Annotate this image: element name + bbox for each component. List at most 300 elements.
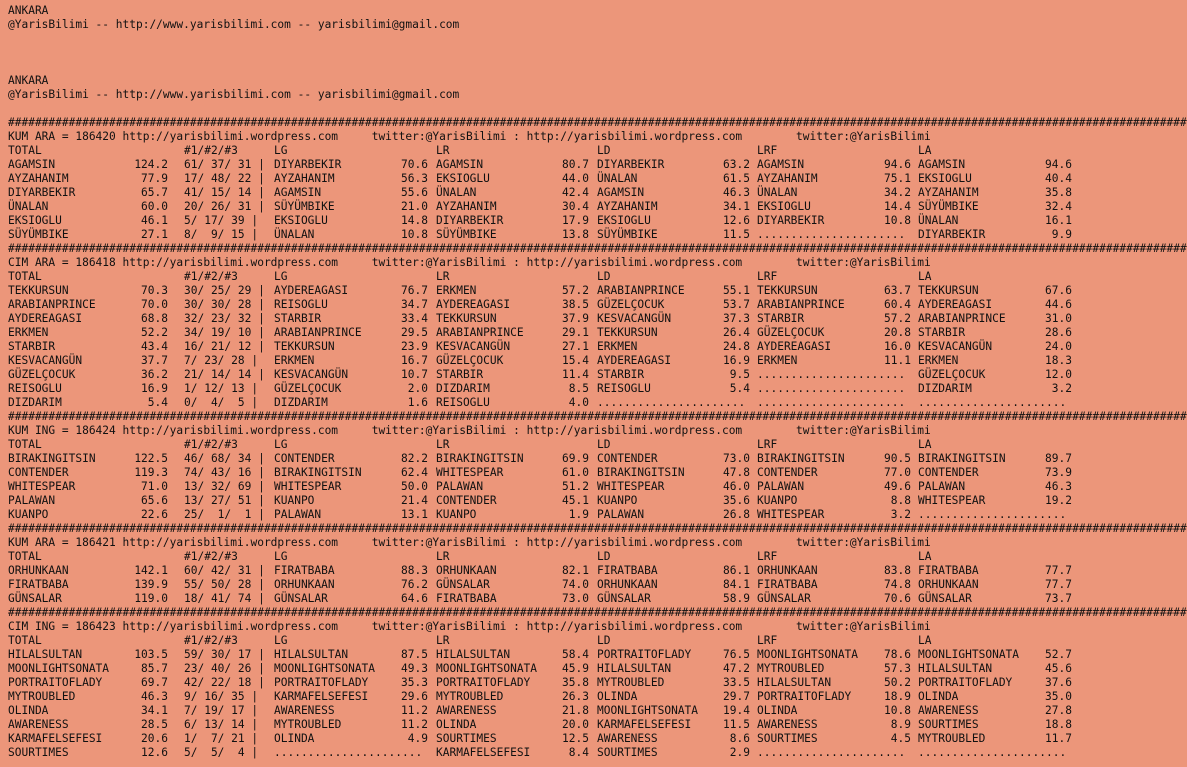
lg-value: 10.7: [401, 368, 428, 381]
total-name: ÜNALAN: [8, 200, 49, 213]
lrf-name: ORHUNKAAN: [757, 564, 818, 577]
lr-value: 57.2: [562, 284, 589, 297]
separator: ###############################################################################################################################################################################: [8, 606, 1187, 619]
lr-name: AYDEREAGASI: [436, 298, 511, 311]
table-row: [8, 452, 1080, 466]
lr-name: FIRATBABA: [436, 592, 497, 605]
ld-value: 73.0: [723, 452, 750, 465]
ld-name: GÜZELÇOCUK: [597, 298, 665, 311]
la-value: 19.2: [1045, 494, 1072, 507]
total-value: 70.0: [141, 298, 168, 311]
lg-value: 29.5: [401, 326, 428, 339]
lrf-value: 16.0: [884, 340, 911, 353]
lr-name: KARMAFELSEFESI: [436, 746, 531, 759]
lrf-name: ......................: [757, 396, 906, 409]
la-value: 77.7: [1045, 564, 1072, 577]
column-header-row: [8, 144, 1080, 158]
placings: 18/ 41/ 74 |: [184, 592, 265, 605]
ld-name: ARABIANPRINCE: [597, 284, 685, 297]
ld-name: PORTRAITOFLADY: [597, 648, 692, 661]
total-value: 43.4: [141, 340, 168, 353]
ld-value: 46.3: [723, 186, 750, 199]
total-name: STARBIR: [8, 340, 56, 353]
lrf-value: 70.6: [884, 592, 911, 605]
col-lrf: LRF: [757, 144, 778, 157]
placings: 61/ 37/ 31 |: [184, 158, 265, 171]
lr-value: 30.4: [562, 200, 589, 213]
lg-name: DIYARBEKIR: [274, 158, 342, 171]
table-row: [8, 200, 1080, 214]
total-name: PALAWAN: [8, 494, 56, 507]
total-value: 119.0: [134, 592, 168, 605]
col-lg: LG: [274, 550, 288, 563]
lr-value: 27.1: [562, 340, 589, 353]
header-city: ANKARA: [8, 4, 49, 17]
lr-value: 26.3: [562, 690, 589, 703]
ld-value: 19.4: [723, 704, 750, 717]
lg-value: 49.3: [401, 662, 428, 675]
total-value: 70.3: [141, 284, 168, 297]
lrf-value: 3.2: [890, 508, 911, 521]
spacer: [8, 60, 1080, 74]
total-value: 52.2: [141, 326, 168, 339]
header-contact: @YarisBilimi -- http://www.yarisbilimi.com -- yarisbilimi@gmail.com: [8, 88, 460, 101]
lrf-name: ......................: [757, 746, 906, 759]
ld-name: ÜNALAN: [597, 172, 638, 185]
col-places: #1/#2/#3: [184, 438, 238, 451]
lrf-value: 90.5: [884, 452, 911, 465]
placings: 60/ 42/ 31 |: [184, 564, 265, 577]
placings: 5/ 5/ 4 |: [184, 746, 259, 759]
col-lg: LG: [274, 634, 288, 647]
lrf-value: 57.3: [884, 662, 911, 675]
lg-value: 88.3: [401, 564, 428, 577]
col-places: #1/#2/#3: [184, 144, 238, 157]
total-name: KESVACANGÜN: [8, 354, 83, 367]
lr-value: 8.5: [568, 382, 589, 395]
placings: 5/ 17/ 39 |: [184, 214, 259, 227]
lr-name: WHITESPEAR: [436, 466, 504, 479]
lrf-name: BIRAKINGITSIN: [757, 452, 845, 465]
total-name: KARMAFELSEFESI: [8, 732, 103, 745]
lg-value: 21.4: [401, 494, 428, 507]
lrf-value: 94.6: [884, 158, 911, 171]
lr-name: DIYARBEKIR: [436, 214, 504, 227]
total-value: 119.3: [134, 466, 168, 479]
section-title: CIM ARA = 186418 http://yarisbilimi.wordpress.com twitter:@YarisBilimi : http://yarisbilimi.wordpress.com twitter:@YarisBilimi: [8, 256, 931, 269]
la-value: 40.4: [1045, 172, 1072, 185]
lg-name: DIZDARIM: [274, 396, 328, 409]
la-value: 37.6: [1045, 676, 1072, 689]
la-name: KESVACANGÜN: [918, 340, 993, 353]
ld-name: KESVACANGÜN: [597, 312, 672, 325]
header: [8, 4, 1080, 116]
lrf-name: DIYARBEKIR: [757, 214, 825, 227]
ld-value: 37.3: [723, 312, 750, 325]
lrf-value: 83.8: [884, 564, 911, 577]
ld-value: 76.5: [723, 648, 750, 661]
lr-value: 38.5: [562, 298, 589, 311]
lr-name: SOURTIMES: [436, 732, 497, 745]
table-row: [8, 732, 1080, 746]
section-title: CIM ING = 186423 http://yarisbilimi.wordpress.com twitter:@YarisBilimi : http://yarisbilimi.wordpress.com twitter:@YarisBilimi: [8, 620, 931, 633]
lrf-value: 78.6: [884, 648, 911, 661]
spacer: [8, 32, 1080, 46]
total-value: 142.1: [134, 564, 168, 577]
lrf-name: MOONLIGHTSONATA: [757, 648, 859, 661]
la-name: ÜNALAN: [918, 214, 959, 227]
total-name: GÜNSALAR: [8, 592, 62, 605]
total-name: BIRAKINGITSIN: [8, 452, 96, 465]
lr-value: 15.4: [562, 354, 589, 367]
ld-name: AYZAHANIM: [597, 200, 658, 213]
col-lr: LR: [436, 144, 450, 157]
table-row: [8, 312, 1080, 326]
lg-name: AYZAHANIM: [274, 172, 335, 185]
lg-value: 76.2: [401, 578, 428, 591]
lg-name: AYDEREAGASI: [274, 284, 349, 297]
la-value: 27.8: [1045, 704, 1072, 717]
ld-name: SOURTIMES: [597, 746, 658, 759]
placings: 46/ 68/ 34 |: [184, 452, 265, 465]
total-name: AGAMSIN: [8, 158, 56, 171]
la-name: FIRATBABA: [918, 564, 979, 577]
lrf-value: 57.2: [884, 312, 911, 325]
ld-value: 24.8: [723, 340, 750, 353]
lr-name: STARBIR: [436, 368, 484, 381]
ld-name: REISOGLU: [597, 382, 651, 395]
lg-name: BIRAKINGITSIN: [274, 466, 362, 479]
ld-value: 86.1: [723, 564, 750, 577]
lrf-name: STARBIR: [757, 312, 805, 325]
lr-value: 45.9: [562, 662, 589, 675]
lr-value: 61.0: [562, 466, 589, 479]
placings: 32/ 23/ 32 |: [184, 312, 265, 325]
lr-name: SÜYÜMBIKE: [436, 228, 497, 241]
placings: 59/ 30/ 17 |: [184, 648, 265, 661]
placings: 7/ 23/ 28 |: [184, 354, 259, 367]
lrf-name: AYDEREAGASI: [757, 340, 832, 353]
placings: 74/ 43/ 16 |: [184, 466, 265, 479]
la-value: 67.6: [1045, 284, 1072, 297]
la-name: ......................: [918, 508, 1067, 521]
total-name: TEKKURSUN: [8, 284, 69, 297]
la-value: 45.6: [1045, 662, 1072, 675]
header-contact: @YarisBilimi -- http://www.yarisbilimi.com -- yarisbilimi@gmail.com: [8, 18, 460, 31]
lr-value: 80.7: [562, 158, 589, 171]
lr-value: 37.9: [562, 312, 589, 325]
placings: 8/ 9/ 15 |: [184, 228, 259, 241]
ld-value: 33.5: [723, 676, 750, 689]
lr-name: DIZDARIM: [436, 382, 490, 395]
table-row: [8, 396, 1080, 410]
lg-name: AWARENESS: [274, 704, 335, 717]
separator: ###############################################################################################################################################################################: [8, 116, 1187, 129]
placings: 30/ 30/ 28 |: [184, 298, 265, 311]
lr-name: MYTROUBLED: [436, 690, 504, 703]
placings: 20/ 26/ 31 |: [184, 200, 265, 213]
lg-name: AGAMSIN: [274, 186, 322, 199]
placings: 13/ 32/ 69 |: [184, 480, 265, 493]
la-value: 46.3: [1045, 480, 1072, 493]
col-lg: LG: [274, 438, 288, 451]
lr-name: GÜNSALAR: [436, 578, 490, 591]
lrf-name: ......................: [757, 228, 906, 241]
race-sections: [8, 116, 1187, 760]
column-header-row: [8, 634, 1080, 648]
ld-name: MYTROUBLED: [597, 676, 665, 689]
lg-name: TEKKURSUN: [274, 340, 335, 353]
ld-name: BIRAKINGITSIN: [597, 466, 685, 479]
ld-value: 26.4: [723, 326, 750, 339]
total-name: SÜYÜMBIKE: [8, 228, 69, 241]
la-name: AWARENESS: [918, 704, 979, 717]
la-value: 16.1: [1045, 214, 1072, 227]
table-row: [8, 676, 1080, 690]
lr-name: ARABIANPRINCE: [436, 326, 524, 339]
lr-name: AWARENESS: [436, 704, 497, 717]
lr-value: 21.8: [562, 704, 589, 717]
column-header-row: [8, 270, 1080, 284]
la-name: GÜNSALAR: [918, 592, 972, 605]
lrf-value: 14.4: [884, 200, 911, 213]
col-lrf: LRF: [757, 550, 778, 563]
ld-value: 47.2: [723, 662, 750, 675]
total-name: DIYARBEKIR: [8, 186, 76, 199]
lg-value: 29.6: [401, 690, 428, 703]
total-value: 37.7: [141, 354, 168, 367]
ld-value: 26.8: [723, 508, 750, 521]
lrf-name: OLINDA: [757, 704, 798, 717]
la-value: 35.8: [1045, 186, 1072, 199]
lr-name: REISOGLU: [436, 396, 490, 409]
la-value: 73.9: [1045, 466, 1072, 479]
total-value: 124.2: [134, 158, 168, 171]
ld-name: DIYARBEKIR: [597, 158, 665, 171]
placings: 1/ 7/ 21 |: [184, 732, 259, 745]
ld-value: 8.6: [729, 732, 750, 745]
col-ld: LD: [597, 144, 611, 157]
ld-value: 11.5: [723, 228, 750, 241]
table-row: [8, 746, 1080, 760]
total-value: 46.1: [141, 214, 168, 227]
table-row: [8, 172, 1080, 186]
lr-value: 13.8: [562, 228, 589, 241]
table-row: [8, 592, 1080, 606]
lg-name: REISOGLU: [274, 298, 328, 311]
table-row: [8, 354, 1080, 368]
ld-value: 84.1: [723, 578, 750, 591]
lr-name: GÜZELÇOCUK: [436, 354, 504, 367]
lr-value: 4.0: [568, 396, 589, 409]
lrf-name: FIRATBABA: [757, 578, 818, 591]
lg-value: 2.0: [407, 382, 428, 395]
header-city: ANKARA: [8, 74, 49, 87]
total-value: 36.2: [141, 368, 168, 381]
col-la: LA: [918, 144, 932, 157]
la-value: 28.6: [1045, 326, 1072, 339]
total-name: KUANPO: [8, 508, 49, 521]
lg-name: WHITESPEAR: [274, 480, 342, 493]
total-name: AYDEREAGASI: [8, 312, 83, 325]
lr-name: MOONLIGHTSONATA: [436, 662, 538, 675]
la-name: SOURTIMES: [918, 718, 979, 731]
lg-name: ARABIANPRINCE: [274, 326, 362, 339]
la-value: 31.0: [1045, 312, 1072, 325]
total-value: 60.0: [141, 200, 168, 213]
total-name: ARABIANPRINCE: [8, 298, 96, 311]
table-row: [8, 186, 1080, 200]
lr-value: 44.0: [562, 172, 589, 185]
total-value: 65.7: [141, 186, 168, 199]
table-row: [8, 340, 1080, 354]
lr-value: 51.2: [562, 480, 589, 493]
table-row: [8, 494, 1080, 508]
col-lg: LG: [274, 144, 288, 157]
la-name: DIZDARIM: [918, 382, 972, 395]
ld-name: KARMAFELSEFESI: [597, 718, 692, 731]
lrf-name: ......................: [757, 368, 906, 381]
ld-name: KUANPO: [597, 494, 638, 507]
lg-name: KESVACANGÜN: [274, 368, 349, 381]
table-row: [8, 690, 1080, 704]
table-row: [8, 326, 1080, 340]
total-value: 69.7: [141, 676, 168, 689]
lg-name: PORTRAITOFLADY: [274, 676, 369, 689]
lrf-name: ......................: [757, 382, 906, 395]
lrf-name: ARABIANPRINCE: [757, 298, 845, 311]
ld-name: FIRATBABA: [597, 564, 658, 577]
col-places: #1/#2/#3: [184, 634, 238, 647]
placings: 42/ 22/ 18 |: [184, 676, 265, 689]
table-row: [8, 718, 1080, 732]
lg-name: ......................: [274, 746, 423, 759]
lg-name: ÜNALAN: [274, 228, 315, 241]
lr-name: ERKMEN: [436, 284, 477, 297]
lr-value: 45.1: [562, 494, 589, 507]
lrf-value: 4.5: [890, 732, 911, 745]
la-value: 18.3: [1045, 354, 1072, 367]
ld-name: AGAMSIN: [597, 186, 645, 199]
lg-name: MYTROUBLED: [274, 718, 342, 731]
col-la: LA: [918, 438, 932, 451]
lg-name: KUANPO: [274, 494, 315, 507]
lg-name: CONTENDER: [274, 452, 335, 465]
ld-name: PALAWAN: [597, 508, 645, 521]
total-name: WHITESPEAR: [8, 480, 76, 493]
section-title: KUM ING = 186424 http://yarisbilimi.wordpress.com twitter:@YarisBilimi : http://yarisbilimi.wordpress.com twitter:@YarisBilimi: [8, 424, 931, 437]
total-value: 103.5: [134, 648, 168, 661]
ld-name: MOONLIGHTSONATA: [597, 704, 699, 717]
separator: ###############################################################################################################################################################################: [8, 410, 1187, 423]
lrf-name: ERKMEN: [757, 354, 798, 367]
lrf-name: TEKKURSUN: [757, 284, 818, 297]
ld-value: 63.2: [723, 158, 750, 171]
table-row: [8, 466, 1080, 480]
lrf-value: 11.1: [884, 354, 911, 367]
ld-name: ERKMEN: [597, 340, 638, 353]
lrf-name: GÜZELÇOCUK: [757, 326, 825, 339]
col-lr: LR: [436, 270, 450, 283]
lrf-name: ÜNALAN: [757, 186, 798, 199]
ld-value: 2.9: [729, 746, 750, 759]
placings: 6/ 13/ 14 |: [184, 718, 259, 731]
spacer: [8, 46, 1080, 60]
la-name: STARBIR: [918, 326, 966, 339]
lg-value: 35.3: [401, 676, 428, 689]
ld-value: 46.0: [723, 480, 750, 493]
placings: 16/ 21/ 12 |: [184, 340, 265, 353]
lg-value: 56.3: [401, 172, 428, 185]
ld-name: HILALSULTAN: [597, 662, 672, 675]
total-value: 122.5: [134, 452, 168, 465]
la-value: 32.4: [1045, 200, 1072, 213]
ld-value: 34.1: [723, 200, 750, 213]
la-name: OLINDA: [918, 690, 959, 703]
la-name: EKSIOGLU: [918, 172, 972, 185]
lg-name: EKSIOGLU: [274, 214, 328, 227]
lg-value: 11.2: [401, 704, 428, 717]
lg-name: GÜZELÇOCUK: [274, 382, 342, 395]
table-row: [8, 382, 1080, 396]
lg-name: HILALSULTAN: [274, 648, 349, 661]
la-name: HILALSULTAN: [918, 662, 993, 675]
lr-value: 20.0: [562, 718, 589, 731]
col-ld: LD: [597, 438, 611, 451]
lg-name: OLINDA: [274, 732, 315, 745]
col-la: LA: [918, 634, 932, 647]
la-value: 35.0: [1045, 690, 1072, 703]
ld-value: 53.7: [723, 298, 750, 311]
col-ld: LD: [597, 270, 611, 283]
lg-value: 14.8: [401, 214, 428, 227]
table-row: [8, 578, 1080, 592]
lr-value: 12.5: [562, 732, 589, 745]
placings: 23/ 40/ 26 |: [184, 662, 265, 675]
la-name: AYDEREAGASI: [918, 298, 993, 311]
table-row: [8, 480, 1080, 494]
total-name: PORTRAITOFLADY: [8, 676, 103, 689]
col-total: TOTAL: [8, 634, 42, 647]
placings: 17/ 48/ 22 |: [184, 172, 265, 185]
lg-name: MOONLIGHTSONATA: [274, 662, 376, 675]
total-name: HILALSULTAN: [8, 648, 83, 661]
lg-value: 55.6: [401, 186, 428, 199]
total-value: 34.1: [141, 704, 168, 717]
lrf-name: WHITESPEAR: [757, 508, 825, 521]
col-lr: LR: [436, 438, 450, 451]
col-places: #1/#2/#3: [184, 270, 238, 283]
la-name: ARABIANPRINCE: [918, 312, 1006, 325]
la-name: PALAWAN: [918, 480, 966, 493]
lr-value: 11.4: [562, 368, 589, 381]
separator: ###############################################################################################################################################################################: [8, 522, 1187, 535]
lrf-value: 74.8: [884, 578, 911, 591]
lg-value: 4.9: [407, 732, 428, 745]
col-lrf: LRF: [757, 634, 778, 647]
total-value: 71.0: [141, 480, 168, 493]
col-total: TOTAL: [8, 270, 42, 283]
lrf-value: 18.9: [884, 690, 911, 703]
lrf-value: 60.4: [884, 298, 911, 311]
lg-value: 64.6: [401, 592, 428, 605]
lrf-name: MYTROUBLED: [757, 662, 825, 675]
ld-value: 9.5: [729, 368, 750, 381]
placings: 55/ 50/ 28 |: [184, 578, 265, 591]
lg-name: KARMAFELSEFESI: [274, 690, 369, 703]
placings: 34/ 19/ 10 |: [184, 326, 265, 339]
ld-value: 58.9: [723, 592, 750, 605]
